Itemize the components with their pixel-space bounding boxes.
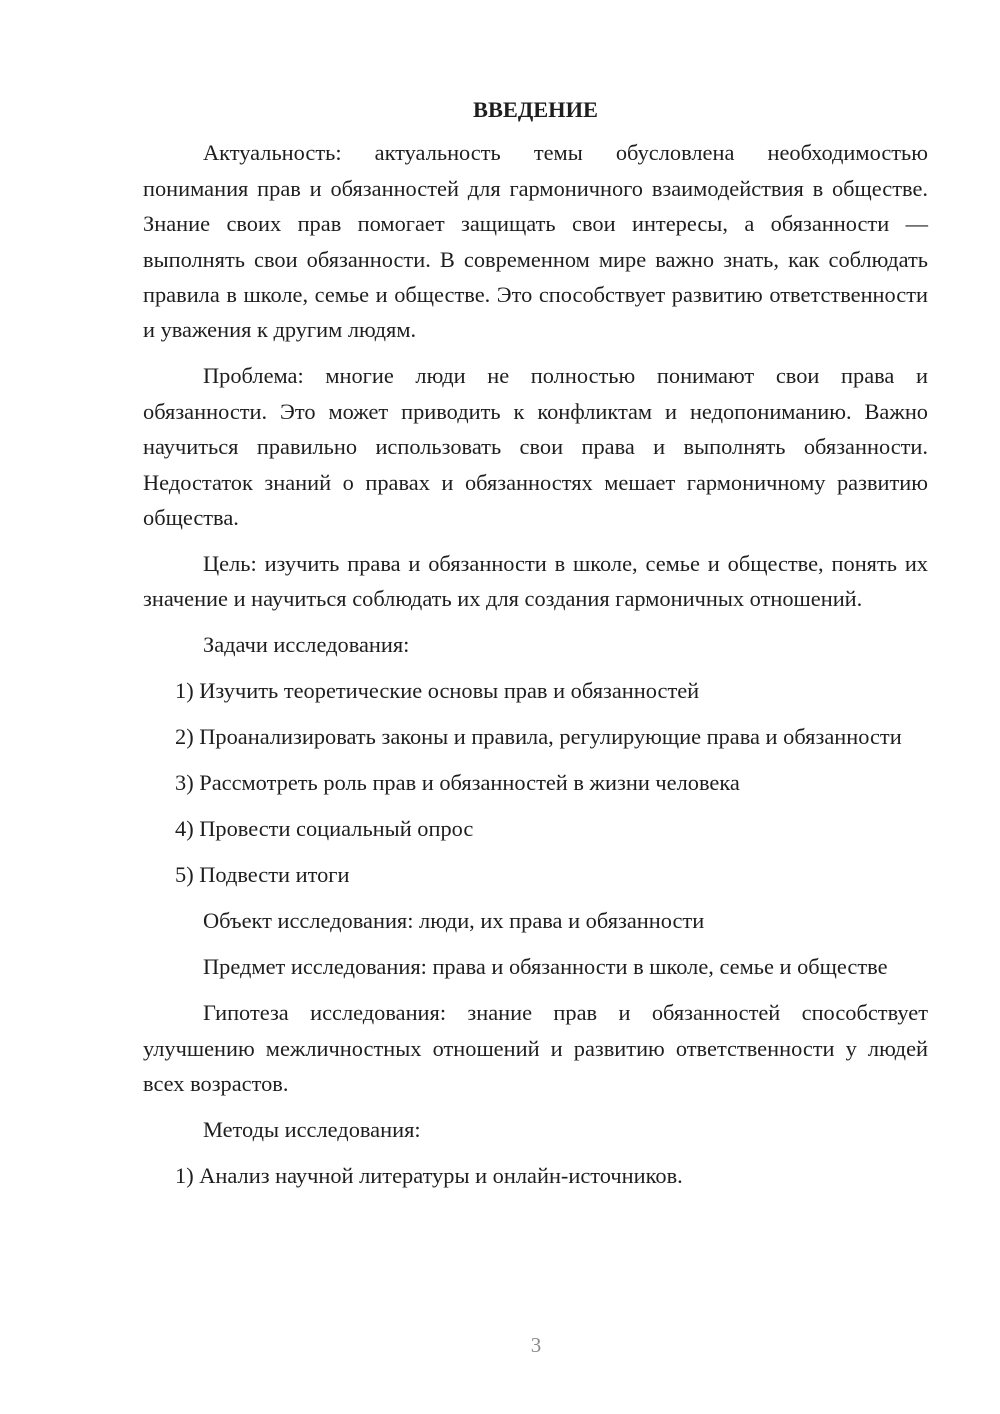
page-content [143,92,928,1204]
page-number: 3 [530,1333,542,1357]
goal-paragraph: Цель: изучить права и обязанности в школе, семье и обществе, понять их значение и научиться соблюдать их для создания гармоничных отношений. [143,551,928,612]
document-title: ВВЕДЕНИЕ [473,97,598,122]
task-item-4: 4) Провести социальный опрос [175,816,474,842]
task-item-3: 3) Рассмотреть роль прав и обязанностей в жизни человека [175,770,740,796]
task-item-1: 1) Изучить теоретические основы прав и обязанностей [175,678,700,704]
methods-heading: Методы исследования: [203,1117,421,1143]
hypothesis-paragraph: Гипотеза исследования: знание прав и обязанностей способствует улучшению межличностных отношений и развитию ответственности у людей всех возрастов. [143,1000,928,1097]
problem-paragraph: Проблема: многие люди не полностью понимают свои права и обязанности. Это может приводить к конфликтам и недопониманию. Важно научиться правильно использовать свои права и выполнять обязанности. Недостаток знаний о правах и обязанностях мешает гармоничному развитию общества. [143,363,928,531]
tasks-heading: Задачи исследования: [203,632,410,658]
task-item-5: 5) Подвести итоги [175,862,350,888]
relevance-paragraph: Актуальность: актуальность темы обусловлена необходимостью понимания прав и обязанностей для гармоничного взаимодействия в обществе. Знание своих прав помогает защищать свои интересы, а обязанности — выполнять свои обязанности. В современном мире важно знать, как соблюдать правила в школе, семье и обществе. Это способствует развитию ответственности и уважения к другим людям. [143,140,928,343]
method-item-1: 1) Анализ научной литературы и онлайн-источников. [175,1163,683,1189]
object-paragraph: Объект исследования: люди, их права и обязанности [203,908,705,934]
task-item-2: 2) Проанализировать законы и правила, регулирующие права и обязанности [175,724,902,750]
subject-paragraph: Предмет исследования: права и обязанности в школе, семье и обществе [203,954,888,980]
